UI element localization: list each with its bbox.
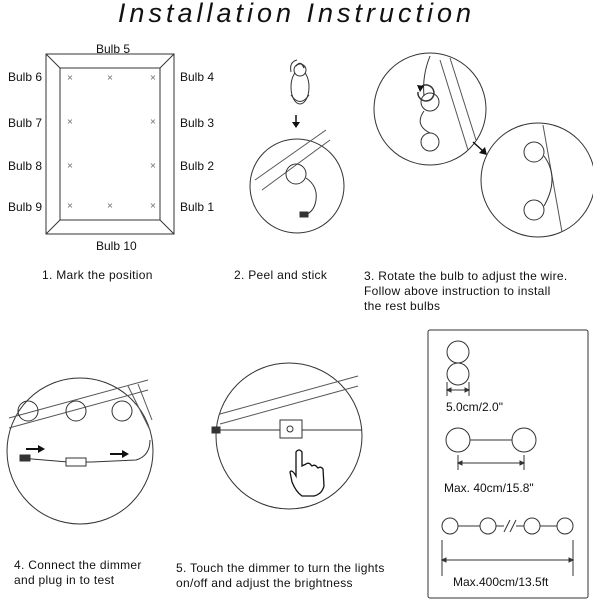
- position-mark: ×: [149, 73, 157, 82]
- total-length-label: Max.400cm/13.5ft: [453, 575, 549, 589]
- installed-circle: [481, 123, 593, 237]
- bulb-6-label: Bulb 6: [8, 70, 43, 84]
- stick-circle: [250, 130, 344, 233]
- step-4-line: and plug in to test: [14, 573, 115, 587]
- position-mark: ×: [66, 117, 74, 126]
- step-2-line: 2. Peel and stick: [234, 268, 328, 282]
- bulb-spacing-label: Max. 40cm/15.8": [444, 481, 534, 495]
- step-1-line: 1. Mark the position: [42, 268, 153, 282]
- bulb-7-label: Bulb 7: [8, 116, 43, 130]
- right-arrow-icon: [26, 445, 129, 458]
- step-4-caption: [14, 558, 142, 588]
- position-mark: ×: [66, 201, 74, 210]
- bulb-5-label: Bulb 5: [96, 42, 131, 56]
- hand-touch-icon: [290, 450, 324, 496]
- diagonal-arrow-icon: [473, 142, 487, 155]
- step-2-caption: [234, 268, 327, 283]
- position-mark: ×: [66, 73, 74, 82]
- bulb-2-label: Bulb 2: [180, 159, 215, 173]
- bulb-10-label: Bulb 10: [96, 239, 137, 253]
- bulb-3-label: Bulb 3: [180, 116, 215, 130]
- bulb-8-label: Bulb 8: [8, 159, 43, 173]
- position-mark: ×: [106, 201, 114, 210]
- connect-circle: [7, 378, 153, 524]
- position-mark: ×: [149, 201, 157, 210]
- step-5-line: on/off and adjust the brightness: [176, 576, 353, 590]
- step-3-line: 3. Rotate the bulb to adjust the wire.: [364, 269, 568, 283]
- position-mark: ×: [66, 161, 74, 170]
- bulb-4-label: Bulb 4: [180, 70, 215, 84]
- step-3-line: the rest bulbs: [364, 299, 441, 313]
- bulb-position-marks: [67, 73, 157, 210]
- peel-bulb-illustration: [291, 60, 309, 104]
- step-4-line: 4. Connect the dimmer: [14, 558, 142, 572]
- rotate-circle: [374, 53, 486, 165]
- step-5-caption: [176, 561, 385, 591]
- down-arrow-icon: [292, 115, 300, 128]
- position-mark: ×: [106, 73, 114, 82]
- step-1-caption: [42, 268, 153, 283]
- dimension-panel: [428, 330, 588, 598]
- bulb-width-label: 5.0cm/2.0": [446, 400, 503, 414]
- page-title: Installation Instruction: [117, 0, 476, 28]
- step-3-line: Follow above instruction to install: [364, 284, 551, 298]
- rotate-arrow-icon: [417, 85, 424, 92]
- bulb-9-label: Bulb 9: [8, 200, 43, 214]
- position-mark: ×: [149, 161, 157, 170]
- dimmer-circle: [212, 363, 362, 509]
- position-mark: ×: [149, 117, 157, 126]
- step-3-caption: [364, 269, 568, 314]
- step-5-line: 5. Touch the dimmer to turn the lights: [176, 561, 385, 575]
- bulb-1-label: Bulb 1: [180, 200, 215, 214]
